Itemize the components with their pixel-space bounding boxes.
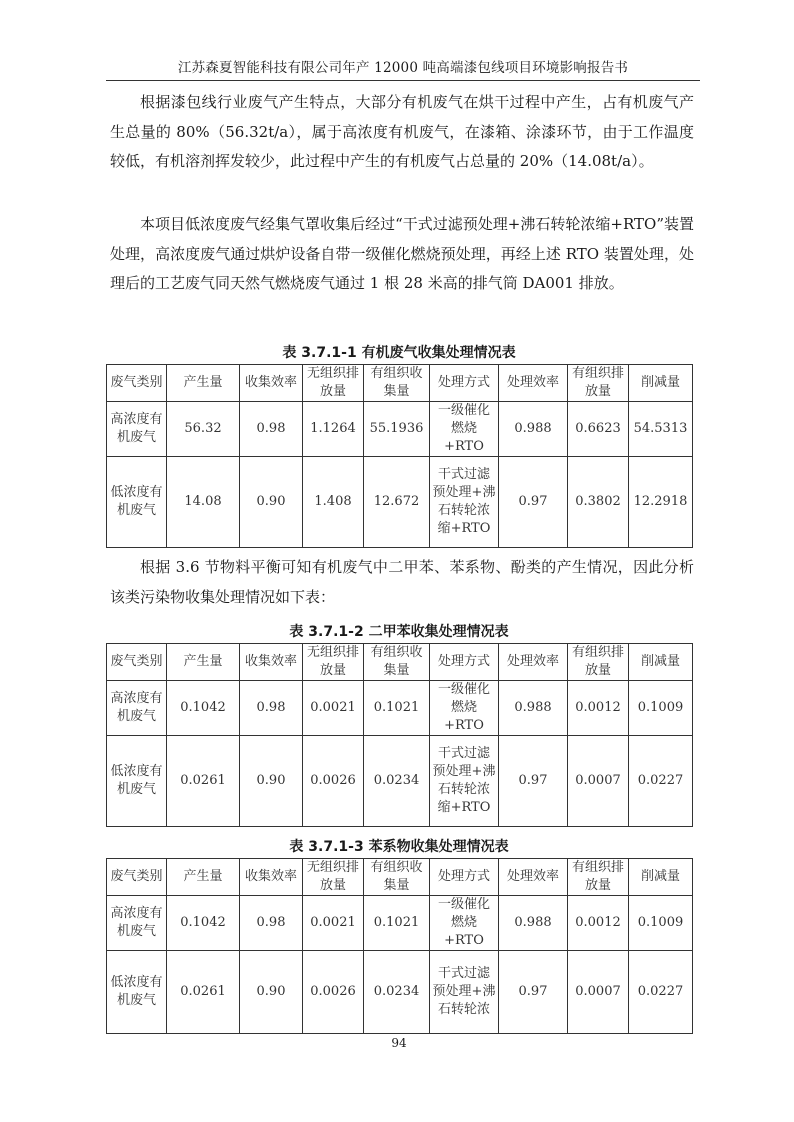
table-cell: 14.08 [167,457,240,548]
table-cell: 高浓度有机废气 [107,402,167,457]
header-cell: 废气类别 [107,859,167,896]
table-cell: 0.0007 [568,736,629,827]
table-cell: 0.988 [499,681,568,736]
table-cell: 0.0261 [167,736,240,827]
table-cell: 12.2918 [629,457,693,548]
table-1-organic-waste-gas [106,364,693,548]
table-cell: 0.0026 [303,736,364,827]
table-cell: 0.0021 [303,681,364,736]
table-cell: 56.32 [167,402,240,457]
table-cell: 高浓度有机废气 [107,896,167,951]
table-cell: 0.0227 [629,951,693,1034]
table-2-caption: 表 3.7.1-2 二甲苯收集处理情况表 [289,624,509,640]
paragraph-1: 根据漆包线行业废气产生特点，大部分有机废气在烘干过程中产生，占有机废气产生总量的 80%（56.32t/a），属于高浓度有机废气，在漆箱、涂漆环节，由于工作温度较低，有机溶剂挥发较少，此过程中产生的有机废气占总量的 20%（14.08t/a）。 [110,93,694,170]
header-cell: 产生量 [167,644,240,681]
table-cell: 干式过滤预处理+沸石转轮浓缩+RTO [430,457,499,548]
table-cell: 55.1936 [364,402,430,457]
table-cell: 0.1042 [167,896,240,951]
header-cell: 有组织排放量 [568,859,629,896]
header-cell: 处理效率 [499,859,568,896]
paragraph-3: 根据 3.6 节物料平衡可知有机废气中二甲苯、苯系物、酚类的产生情况，因此分析该类污染物收集处理情况如下表： [110,558,694,606]
table-cell: 0.988 [499,402,568,457]
table-1-caption: 表 3.7.1-1 有机废气收集处理情况表 [282,345,516,361]
header-cell: 产生量 [167,365,240,402]
header-cell: 削减量 [629,365,693,402]
header-cell: 处理效率 [499,365,568,402]
table-cell: 0.97 [499,736,568,827]
header-cell: 处理方式 [430,644,499,681]
table-cell: 0.1009 [629,896,693,951]
table-cell: 干式过滤预处理+沸石转轮浓缩+RTO [430,736,499,827]
header-cell: 无组织排放量 [303,859,364,896]
header-cell: 有组织排放量 [568,644,629,681]
table-cell: 0.6623 [568,402,629,457]
table-cell: 0.90 [240,951,303,1034]
table-cell: 高浓度有机废气 [107,681,167,736]
table-cell: 0.0227 [629,736,693,827]
header-cell: 削减量 [629,859,693,896]
table-cell: 1.1264 [303,402,364,457]
header-cell: 无组织排放量 [303,644,364,681]
header-cell: 有组织收集量 [364,644,430,681]
table-cell: 0.0234 [364,736,430,827]
header-cell: 无组织排放量 [303,365,364,402]
header-cell: 处理方式 [430,859,499,896]
table-cell: 0.98 [240,681,303,736]
table-header-row [107,859,693,896]
table-cell: 干式过滤预处理+沸石转轮浓 [430,951,499,1034]
header-cell: 废气类别 [107,365,167,402]
table-row [107,681,693,736]
table-cell: 0.0007 [568,951,629,1034]
table-cell: 54.5313 [629,402,693,457]
table-2-xylene [106,643,693,827]
header-divider [106,80,700,81]
table-cell: 0.90 [240,457,303,548]
table-cell: 一级催化燃烧+RTO [430,681,499,736]
header-cell: 有组织收集量 [364,365,430,402]
table-cell: 0.1021 [364,896,430,951]
table-header-row [107,644,693,681]
table-cell: 0.3802 [568,457,629,548]
table-row [107,402,693,457]
table-cell: 一级催化燃烧+RTO [430,402,499,457]
table-cell: 0.0012 [568,896,629,951]
table-cell: 0.0234 [364,951,430,1034]
header-cell: 收集效率 [240,859,303,896]
table-cell: 一级催化燃烧+RTO [430,896,499,951]
table-cell: 0.97 [499,457,568,548]
header-cell: 收集效率 [240,365,303,402]
header-cell: 收集效率 [240,644,303,681]
table-cell: 12.672 [364,457,430,548]
table-cell: 0.0021 [303,896,364,951]
table-cell: 0.98 [240,402,303,457]
header-cell: 处理方式 [430,365,499,402]
header-cell: 处理效率 [499,644,568,681]
table-row [107,896,693,951]
table-cell: 低浓度有机废气 [107,951,167,1034]
header-cell: 削减量 [629,644,693,681]
table-cell: 0.0261 [167,951,240,1034]
table-cell: 低浓度有机废气 [107,457,167,548]
header-cell: 废气类别 [107,644,167,681]
table-3-benzene-series [106,858,693,1034]
table-cell: 0.97 [499,951,568,1034]
header-cell: 有组织收集量 [364,859,430,896]
table-cell: 0.0012 [568,681,629,736]
table-row [107,457,693,548]
table-cell: 1.408 [303,457,364,548]
header-cell: 有组织排放量 [568,365,629,402]
table-cell: 0.0026 [303,951,364,1034]
table-header-row [107,365,693,402]
table-row [107,951,693,1034]
table-cell: 0.1009 [629,681,693,736]
table-cell: 0.90 [240,736,303,827]
table-cell: 0.98 [240,896,303,951]
table-3-caption: 表 3.7.1-3 苯系物收集处理情况表 [289,839,509,855]
table-cell: 低浓度有机废气 [107,736,167,827]
table-row [107,736,693,827]
document-header: 江苏森夏智能科技有限公司年产 12000 吨高端漆包线项目环境影响报告书 [177,60,629,76]
table-cell: 0.988 [499,896,568,951]
page-number: 94 [391,1036,407,1050]
header-cell: 产生量 [167,859,240,896]
paragraph-2: 本项目低浓度废气经集气罩收集后经过“干式过滤预处理+沸石转轮浓缩+RTO”装置处理，高浓度废气通过烘炉设备自带一级催化燃烧预处理，再经上述 RTO 装置处理，处理后的工艺废气同天然气燃烧废气通过 1 根 28 米高的排气筒 DA001 排放。 [110,215,694,292]
table-cell: 0.1042 [167,681,240,736]
table-cell: 0.1021 [364,681,430,736]
